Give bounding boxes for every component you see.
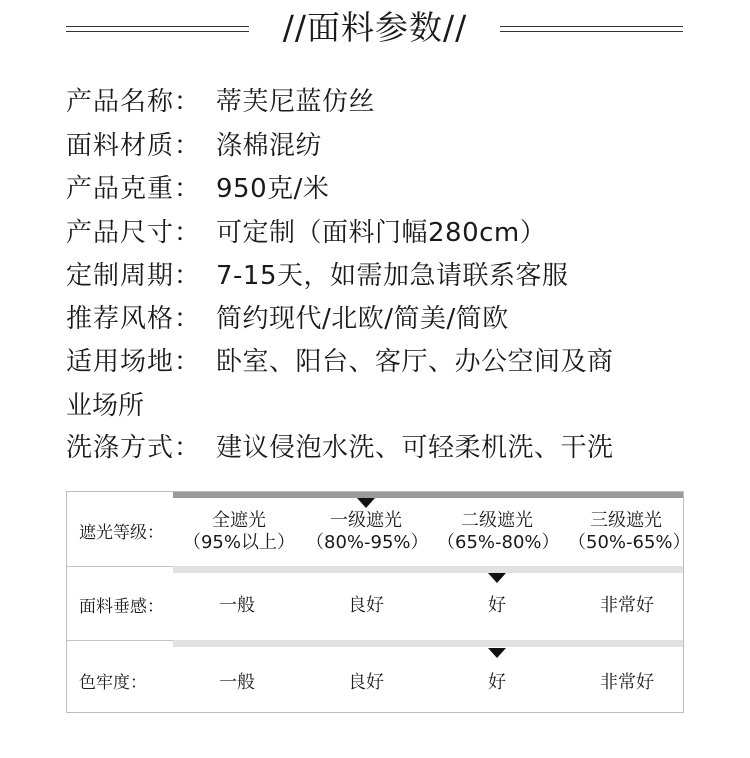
param-label: 产品尺寸： [66,218,202,248]
rating-cell-range: （50%-65%） [568,532,691,553]
row-label-shading: 遮光等级： [79,523,164,543]
param-label: 面料材质： [66,131,202,161]
header-rule-left-top [66,26,249,27]
rating-cell-title: 三级遮光 [590,510,662,531]
param-label: 产品名称： [66,87,202,117]
rating-cell: 一般 [219,595,255,616]
rating-cell-title: 全遮光 [212,510,266,531]
rating-table [66,491,691,713]
rating-cell: 良好 [348,672,384,693]
rating-cell: 非常好 [600,595,654,616]
param-label: 产品克重： [66,174,202,204]
param-size [66,211,686,255]
param-value: 卧室、阳台、客厅、办公空间及商 [216,347,614,377]
header-rule-right-bottom [500,31,683,32]
rating-cell: 好 [488,672,506,693]
param-washing [66,426,686,470]
rating-cell-range: （65%-80%） [437,532,560,553]
param-value-continuation: 业场所 [66,391,145,421]
selected-marker-icon [357,498,375,508]
rating-cell-range: （80%-95%） [306,532,429,553]
param-value: 蒂芙尼蓝仿丝 [216,87,376,117]
row-label-drape: 面料垂感： [79,597,164,617]
param-value: 可定制（面料门幅280cm） [216,218,547,248]
rating-cell [306,510,429,554]
rating-cell [568,510,691,554]
rating-cell: 非常好 [600,672,654,693]
param-label: 定制周期： [66,261,202,291]
header-rule-right-top [500,26,683,27]
param-label: 推荐风格： [66,304,202,334]
param-lead-time [66,254,686,298]
param-value: 简约现代/北欧/简美/简欧 [216,304,509,334]
param-style [66,297,686,341]
rating-bar [173,566,683,573]
param-label: 洗涤方式： [66,433,202,463]
header-rule-left-bottom [66,31,249,32]
param-weight [66,167,686,211]
section-title: //面料参数// [282,8,468,47]
param-label: 适用场地： [66,347,202,377]
rating-cell-range: （95%以上） [182,532,295,553]
param-value: 建议侵泡水洗、可轻柔机洗、干洗 [216,433,614,463]
selected-marker-icon [488,648,506,658]
rating-cell: 好 [488,595,506,616]
rating-cell [179,510,299,554]
rating-cell [437,510,560,554]
rating-cell-title: 一级遮光 [330,510,402,531]
rating-cell: 一般 [219,672,255,693]
param-value: 涤棉混纺 [216,131,323,161]
param-value: 950克/米 [216,174,330,204]
param-material [66,124,686,168]
param-value: 7-15天，如需加急请联系客服 [216,261,569,291]
selected-marker-icon [488,573,506,583]
rating-cell: 良好 [348,595,384,616]
rating-bar [173,640,683,647]
param-product-name [66,80,686,124]
rating-cell-title: 二级遮光 [461,510,533,531]
param-usage [66,340,686,428]
row-label-colorfastness: 色牢度： [79,673,147,693]
rating-bar [173,492,683,498]
